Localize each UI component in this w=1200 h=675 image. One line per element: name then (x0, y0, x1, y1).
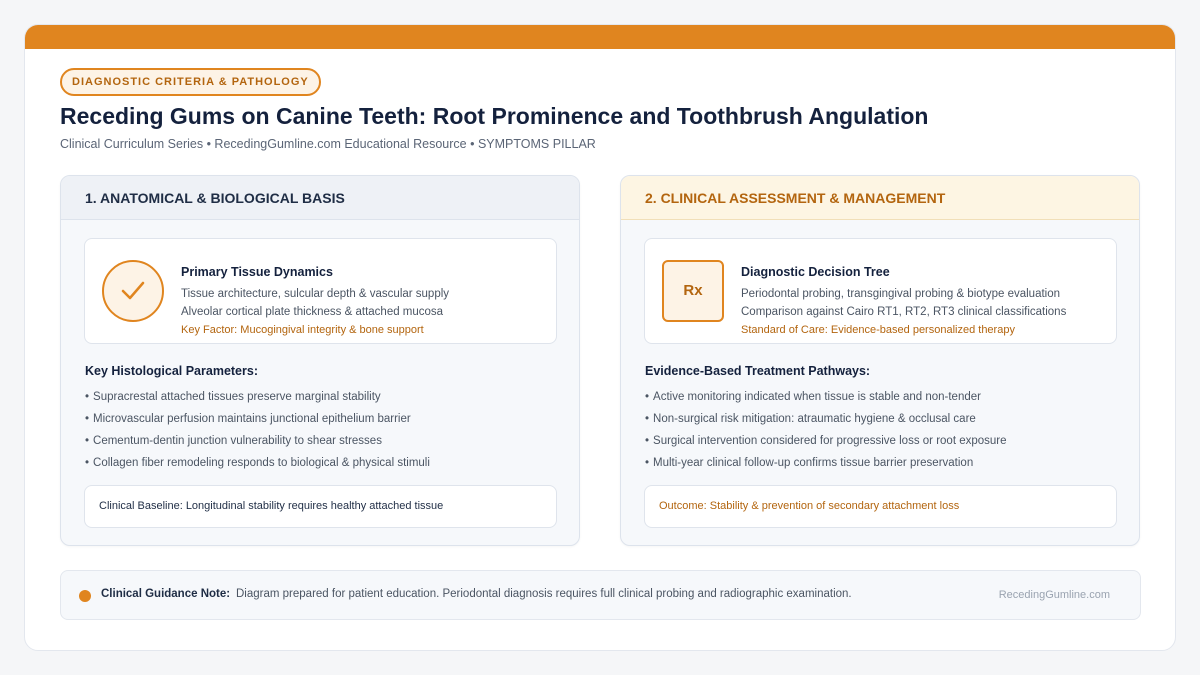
list-item: • Cementum-dentin junction vulnerability to shear stresses (85, 430, 430, 452)
check-circle-icon (102, 260, 164, 322)
accent-top-bar (25, 25, 1175, 49)
page-subtitle: Clinical Curriculum Series • RecedingGumline.com Educational Resource • SYMPTOMS PILLAR (60, 137, 596, 151)
page-title: Receding Gums on Canine Teeth: Root Prominence and Toothbrush Angulation (60, 103, 929, 129)
list-title: Key Histological Parameters: (85, 364, 258, 378)
clinical-assessment-panel (620, 175, 1140, 546)
note-text: Diagram prepared for patient education. Periodontal diagnosis requires full clinical probing and radiographic examination. (236, 588, 852, 600)
list-item: • Non-surgical risk mitigation: atraumatic hygiene & occlusal care (645, 408, 1007, 430)
content-card (24, 24, 1176, 651)
anatomical-basis-panel (60, 175, 580, 546)
feature-line: Tissue architecture, sulcular depth & vascular supply (181, 288, 450, 300)
list-item: • Collagen fiber remodeling responds to biological & physical stimuli (85, 452, 430, 474)
guidance-note (60, 570, 1141, 620)
feature-title: Diagnostic Decision Tree (741, 265, 890, 279)
parameter-list (85, 386, 430, 474)
feature-card (644, 238, 1117, 344)
list-item: • Supracrestal attached tissues preserve marginal stability (85, 386, 430, 408)
list-item: • Multi-year clinical follow-up confirms tissue barrier preservation (645, 452, 1007, 474)
list-title: Evidence-Based Treatment Pathways: (645, 364, 871, 378)
feature-title: Primary Tissue Dynamics (181, 265, 333, 279)
feature-line: Alveolar cortical plate thickness & attached mucosa (181, 306, 444, 318)
pathway-list (645, 386, 1007, 474)
note-label: Clinical Guidance Note: (101, 588, 231, 600)
feature-line: Comparison against Cairo RT1, RT2, RT3 clinical classifications (741, 306, 1067, 318)
feature-line: Periodontal probing, transgingival probing & biotype evaluation (741, 288, 1061, 300)
panel-heading: 1. ANATOMICAL & BIOLOGICAL BASIS (61, 176, 579, 220)
feature-standard-of-care: Standard of Care: Evidence-based personalized therapy (741, 324, 1015, 336)
list-item: • Microvascular perfusion maintains junctional epithelium barrier (85, 408, 430, 430)
panel-heading: 2. CLINICAL ASSESSMENT & MANAGEMENT (621, 176, 1139, 220)
rx-icon: Rx (662, 260, 724, 322)
clinical-baseline-box: Clinical Baseline: Longitudinal stability requires healthy attached tissue (84, 485, 557, 528)
brand-text: RecedingGumline.com (998, 589, 1110, 601)
category-badge: DIAGNOSTIC CRITERIA & PATHOLOGY (60, 68, 321, 96)
feature-card (84, 238, 557, 344)
list-item: • Active monitoring indicated when tissue is stable and non-tender (645, 386, 1007, 408)
outcome-box: Outcome: Stability & prevention of secondary attachment loss (644, 485, 1117, 528)
dot-icon (79, 590, 91, 602)
feature-key-factor: Key Factor: Mucogingival integrity & bone support (181, 324, 424, 336)
list-item: • Surgical intervention considered for progressive loss or root exposure (645, 430, 1007, 452)
